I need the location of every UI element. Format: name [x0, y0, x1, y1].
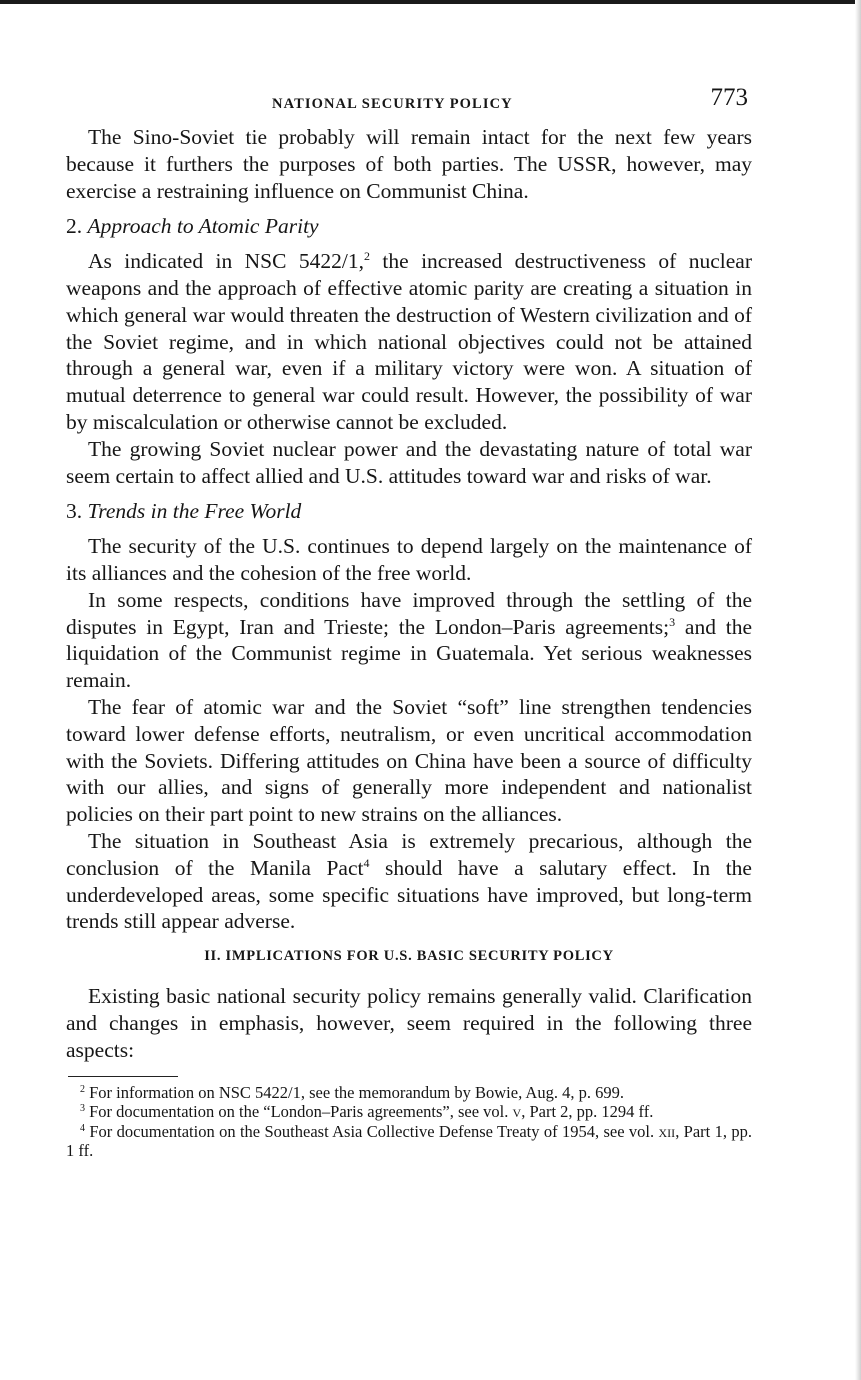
paragraph-text: the increased destructiveness of nuclear weapons and the approach of effective atomic parity are creating a situation in which general war would threaten the destruction of Western civilization and of the Soviet regime, and in which national objectives could not be attained through a general war, even if a military victory were won. A situation of mutual deterrence to general war could result. However, the possibility of war by miscalculation or otherwise cannot be excluded. [66, 249, 752, 434]
section-heading-2 [66, 213, 752, 240]
paragraph: Existing basic national security policy remains generally valid. Clarification and changes in emphasis, however, seem required in the following three aspects: [66, 984, 752, 1062]
page-number: 773 [710, 84, 748, 111]
paragraph [66, 587, 752, 694]
footnote-mark: 2 [80, 1083, 85, 1095]
paragraph-text: and the liquidation of the Communist regime in Guatemala. Yet serious weaknesses remain. [66, 614, 752, 693]
document-page [66, 84, 752, 1161]
paragraph: The security of the U.S. continues to depend largely on the maintenance of its alliances and the cohesion of the free world. [66, 534, 752, 585]
footnote [66, 1122, 752, 1161]
footnote-divider [68, 1076, 178, 1077]
footnote-ref: 4 [363, 855, 370, 870]
paragraph-text: In some respects, conditions have improved through the settling of the disputes in Egypt, Iran and Trieste; the London–Paris agreements; [66, 587, 752, 639]
top-edge-rule [0, 0, 861, 4]
volume-number: xii [658, 1121, 676, 1141]
section-number: 2. [66, 214, 83, 239]
footnote-ref: 3 [669, 614, 676, 629]
paragraph: The growing Soviet nuclear power and the devastating nature of total war seem certain to affect allied and U.S. attitudes toward war and risks of war. [66, 436, 752, 488]
footnote-text: For information on NSC 5422/1, see the memorandum by Bowie, Aug. 4, p. 699. [89, 1082, 624, 1102]
footnote-text: , Part 2, pp. 1294 ff. [521, 1102, 654, 1122]
footnote-mark: 3 [80, 1103, 85, 1115]
running-head [66, 84, 752, 124]
footnote-ref: 2 [363, 249, 370, 264]
paragraph [66, 828, 752, 935]
section-title: Approach to Atomic Parity [87, 214, 319, 239]
volume-number: v [512, 1102, 522, 1122]
footnote-text: For documentation on the “London–Paris agreements”, see vol. [89, 1102, 509, 1122]
footnote-text: , Part 1, pp. 1 ff. [66, 1121, 752, 1161]
paragraph [66, 248, 752, 436]
running-title: NATIONAL SECURITY POLICY [272, 96, 513, 112]
footnote [66, 1102, 752, 1122]
footnote-text: For documentation on the Southeast Asia Collective Defense Treaty of 1954, see vol. [89, 1121, 655, 1141]
page-edge-shadow [855, 0, 861, 1380]
section-number: 3. [66, 499, 83, 524]
paragraph-text: The situation in Southeast Asia is extremely precarious, although the conclusion of the Manila Pact [66, 828, 752, 880]
section-title: Trends in the Free World [87, 499, 302, 524]
footnote [66, 1083, 752, 1103]
paragraph-text: As indicated in NSC 5422/1, [88, 249, 364, 274]
section-heading-3 [66, 498, 752, 525]
part-heading: II. IMPLICATIONS FOR U.S. BASIC SECURITY POLICY [204, 948, 614, 965]
footnote-mark: 4 [80, 1122, 85, 1134]
paragraph-text: should have a salutary effect. In the underdeveloped areas, some specific situations have improved, but long-term trends still appear adverse. [66, 855, 752, 934]
paragraph: The fear of atomic war and the Soviet “soft” line strengthen tendencies toward lower defense efforts, neutralism, or even uncritical accommodation with the Soviets. Differing attitudes on China have been a source of difficulty with our allies, and signs of generally more independent and nationalist policies on their part point to new strains on the alliances. [66, 694, 752, 827]
intro-paragraph: The Sino-Soviet tie probably will remain intact for the next few years because it furthers the purposes of both parties. The USSR, however, may exercise a restraining influence on Communist China. [66, 125, 752, 203]
